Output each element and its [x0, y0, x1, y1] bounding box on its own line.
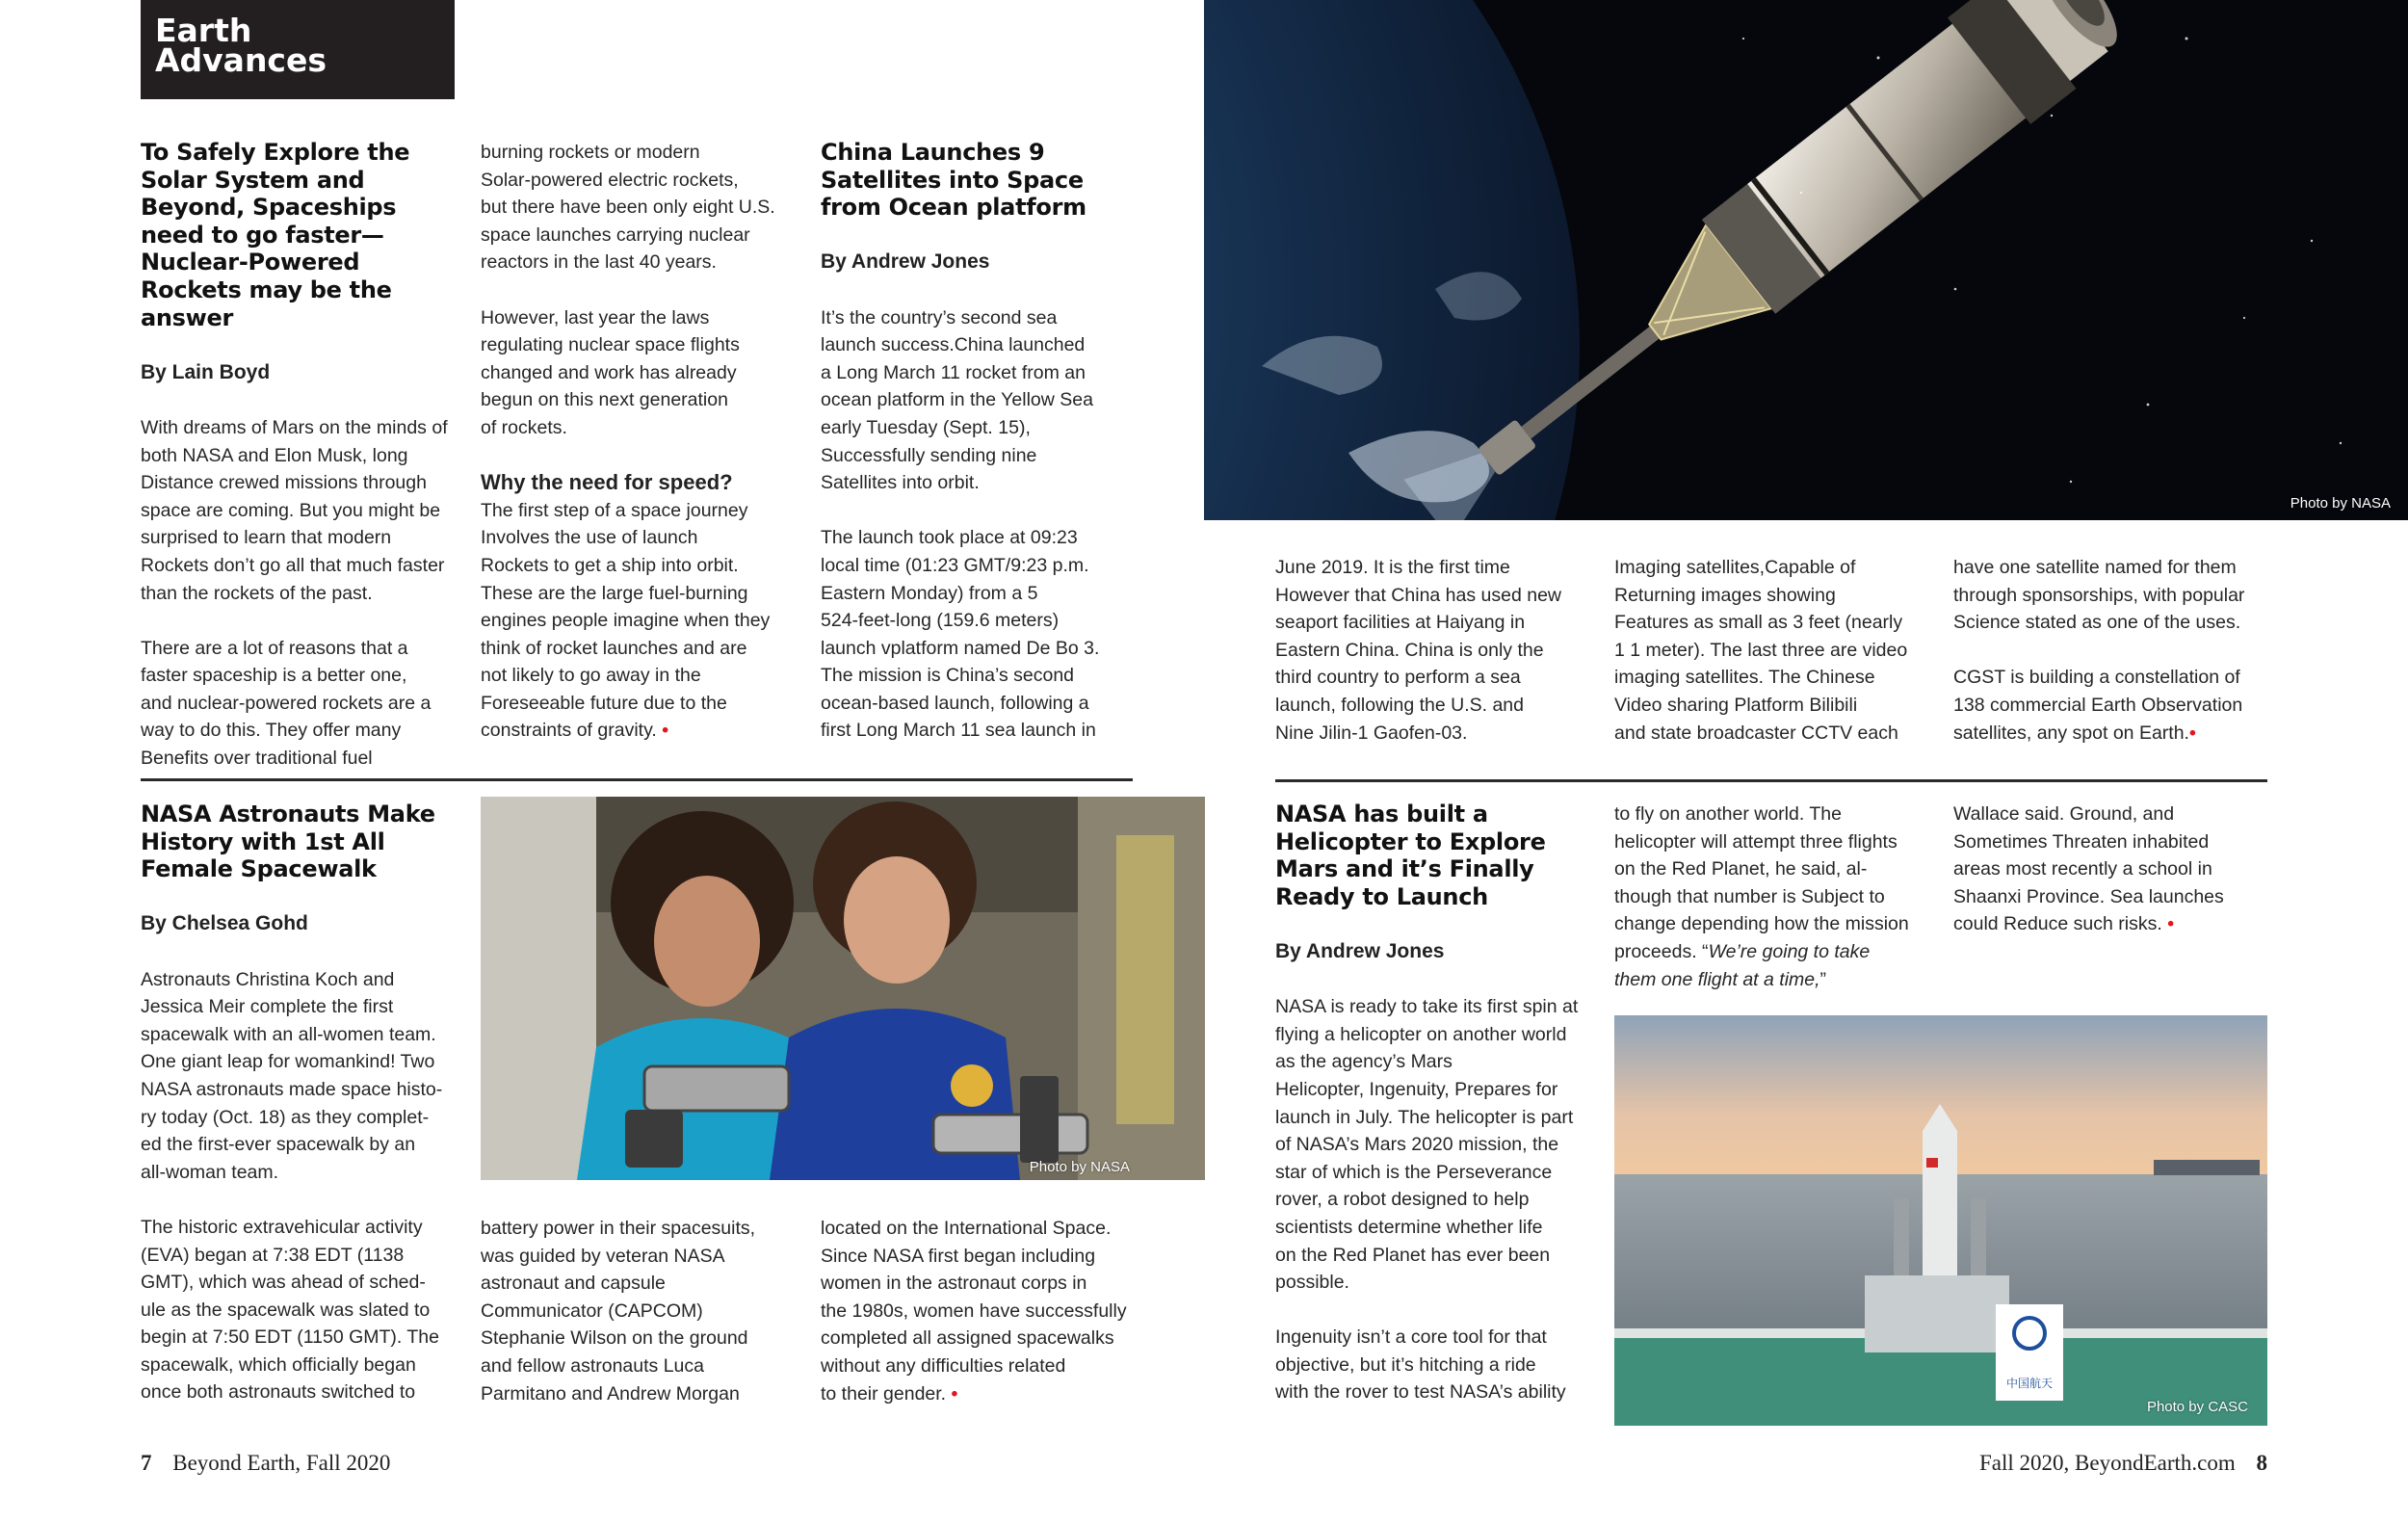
article4-byline: By Andrew Jones: [1275, 939, 1445, 962]
article1-subhead: Why the need for speed?: [481, 470, 733, 495]
footer-right: [1979, 1451, 2267, 1476]
launch-illustration: [1614, 1015, 2267, 1426]
astronauts-photo-credit: Photo by NASA: [1029, 1159, 1130, 1175]
page-number-right: 8: [2256, 1451, 2267, 1475]
article2-para: June 2019. It is the first time However that China has used new seaport facilities at Haiyang in Eastern China. China is only the third country to perform a sea launch, following the U.S. and Nine Jilin-1 Gaofen-03.: [1275, 557, 1562, 744]
astronauts-illustration: [481, 797, 1205, 1180]
article2-para: Imaging satellites,Capable of Returning images showing Features as small as 3 feet (nearly 1 1 meter). The last three are video imaging satellites. The Chinese Video sharing Platform Bilibili and state broadcaster CCTV each: [1614, 557, 1908, 744]
article4-quote: We’re going to take them one flight at a time,: [1614, 940, 1871, 990]
section-divider-left: [141, 778, 1133, 781]
article1-para: However, last year the laws regulating nuclear space flights changed and work has already begun on this next generation of rockets.: [481, 306, 740, 438]
article2-para: It’s the country’s second sea launch success.China launched a Long March 11 rocket from an ocean platform in the Yellow Sea early Tuesday (Sept. 15), Successfully sending nine Satellites into orbit.: [821, 306, 1093, 494]
page-number-left: 7: [141, 1451, 152, 1475]
footer-left-text: Beyond Earth, Fall 2020: [172, 1451, 391, 1475]
article1-byline: By Lain Boyd: [141, 360, 271, 383]
article1-para: There are a lot of reasons that a faster spaceship is a better one, and nuclear-powered rockets are a way to do this. They offer many Benefits over traditional fuel: [141, 637, 432, 770]
article3-para-end: [821, 1215, 1148, 1407]
rocket-photo: [1204, 0, 2408, 520]
article1-para: burning rockets or modern Solar-powered electric rockets, but there have been only eight U.S. space launches carrying nuclear reactors in the last 40 years.: [481, 142, 775, 274]
article4-para-text: to fly on another world. The helicopter will attempt three flights on the Red Planet, he said, al- though that number is Subject to change depending how the mission proceeds. “: [1614, 803, 1909, 962]
section-label: [141, 0, 455, 99]
article3-col2: [481, 1215, 808, 1407]
article4-quote-close: ”: [1819, 968, 1827, 990]
article2-col1: [821, 139, 1148, 745]
footer-left: [141, 1451, 390, 1476]
article2-col3: [1614, 554, 1942, 747]
article1-headline: To Safely Explore the Solar System and Beyond, Spaceships need to go faster—Nuclear-Powered Rockets may be the answer: [141, 139, 410, 331]
rocket-illustration: [1204, 0, 2408, 520]
astronauts-photo: [481, 797, 1205, 1180]
article3-col1: [141, 801, 458, 1406]
article2-headline: China Launches 9 Satellites into Space from Ocean platform: [821, 139, 1086, 222]
section-label-line-1: Earth: [155, 12, 252, 49]
article1-para-end: [481, 497, 808, 745]
rocket-photo-credit: Photo by NASA: [2290, 495, 2391, 512]
article3-headline: NASA Astronauts Make History with 1st All Female Spacewalk: [141, 801, 435, 883]
footer-right-text: Fall 2020, BeyondEarth.com: [1979, 1451, 2236, 1475]
end-mark-icon: •: [2188, 722, 2196, 744]
article4-para-end: [1953, 801, 2281, 938]
article3-byline: By Chelsea Gohd: [141, 912, 308, 935]
launch-photo: [1614, 1015, 2267, 1426]
article2-para: have one satellite named for them through sponsorships, with popular Science stated as one of the uses.: [1953, 557, 2245, 634]
article2-para: The launch took place at 09:23 local time (01:23 GMT/9:23 p.m. Eastern Monday) from a 5 524-feet-long (159.6 meters) launch vplatform named De Bo 3. The mission is China’s second ocean-based launch, following a first Long March 11 sea launch in: [821, 527, 1100, 742]
launch-photo-sign: 中国航天: [2005, 1377, 2053, 1390]
article1-col1: [141, 139, 458, 773]
launch-photo-credit: Photo by CASC: [2146, 1399, 2248, 1415]
article4-para: Ingenuity isn’t a core tool for that objective, but it’s hitching a ride with the rover to test NASA’s ability: [1275, 1326, 1566, 1404]
article4-para: NASA is ready to take its first spin at flying a helicopter on another world as the agency’s Mars Helicopter, Ingenuity, Prepares for launch in July. The helicopter is part of NASA’s Mars 2020 mission, the star of which is the Perseverance rover, a robot designed to help scientists determine whether life on the Red Planet has ever been possible.: [1275, 996, 1579, 1294]
section-label-line-2: Advances: [155, 41, 327, 79]
article2-para-text: CGST is building a constellation of 138 commercial Earth Observation satellites, any spot on Earth.: [1953, 667, 2243, 744]
end-mark-icon: •: [656, 720, 669, 742]
section-divider-right: [1275, 779, 2267, 782]
article2-para-end: [1953, 664, 2281, 747]
article3-para-text: located on the International Space. Since NASA first began including women in the astronaut corps in the 1980s, women have successfully completed all assigned spacewalks without any difficulties related to their gender.: [821, 1218, 1127, 1405]
article2-byline: By Andrew Jones: [821, 250, 990, 274]
article3-para: battery power in their spacesuits, was guided by veteran NASA astronaut and capsule Communicator (CAPCOM) Stephanie Wilson on the ground and fellow astronauts Luca Parmitano and Andrew Morgan: [481, 1218, 756, 1405]
article4-col3: [1953, 801, 2281, 938]
article2-col4: [1953, 554, 2281, 747]
end-mark-icon: •: [946, 1382, 958, 1405]
end-mark-icon: •: [2161, 913, 2175, 935]
article4-headline: NASA has built a Helicopter to Explore Mars and it’s Finally Ready to Launch: [1275, 801, 1546, 910]
article1-para-text: The first step of a space journey Involves the use of launch Rockets to get a ship into orbit. These are the large fuel-burning engines people imagine when they think of rocket launches and are not likely to go away in the Foreseeable future due to the constraints of gravity.: [481, 499, 771, 742]
article3-col3: [821, 1215, 1148, 1407]
article1-col2: [481, 139, 808, 745]
article4-para-text: Wallace said. Ground, and Sometimes Threaten inhabited areas most recently a school in Shaanxi Province. Sea launches could Reduce such risks.: [1953, 803, 2224, 935]
article2-col2: [1275, 554, 1603, 747]
article4-para: [1614, 801, 1942, 993]
article4-col2: [1614, 801, 1942, 993]
article3-para: Astronauts Christina Koch and Jessica Meir complete the first spacewalk with an all-women team. One giant leap for womankind! Two NASA astronauts made space histo- ry today (Oct. 18) as they complet- ed the first-ever spacewalk by an all-woman team.: [141, 968, 443, 1183]
article1-para: With dreams of Mars on the minds of both NASA and Elon Musk, long Distance crewed missions through space are coming. But you might be surprised to learn that modern Rockets don’t go all that much faster than the rockets of the past.: [141, 416, 448, 604]
article3-para: The historic extravehicular activity (EVA) began at 7:38 EDT (1138 GMT), which was ahead of sched- ule as the spacewalk was slated to begin at 7:50 EDT (1150 GMT). The spacewalk, which officially began once both astronauts switched to: [141, 1216, 439, 1404]
article4-col1: [1275, 801, 1603, 1406]
